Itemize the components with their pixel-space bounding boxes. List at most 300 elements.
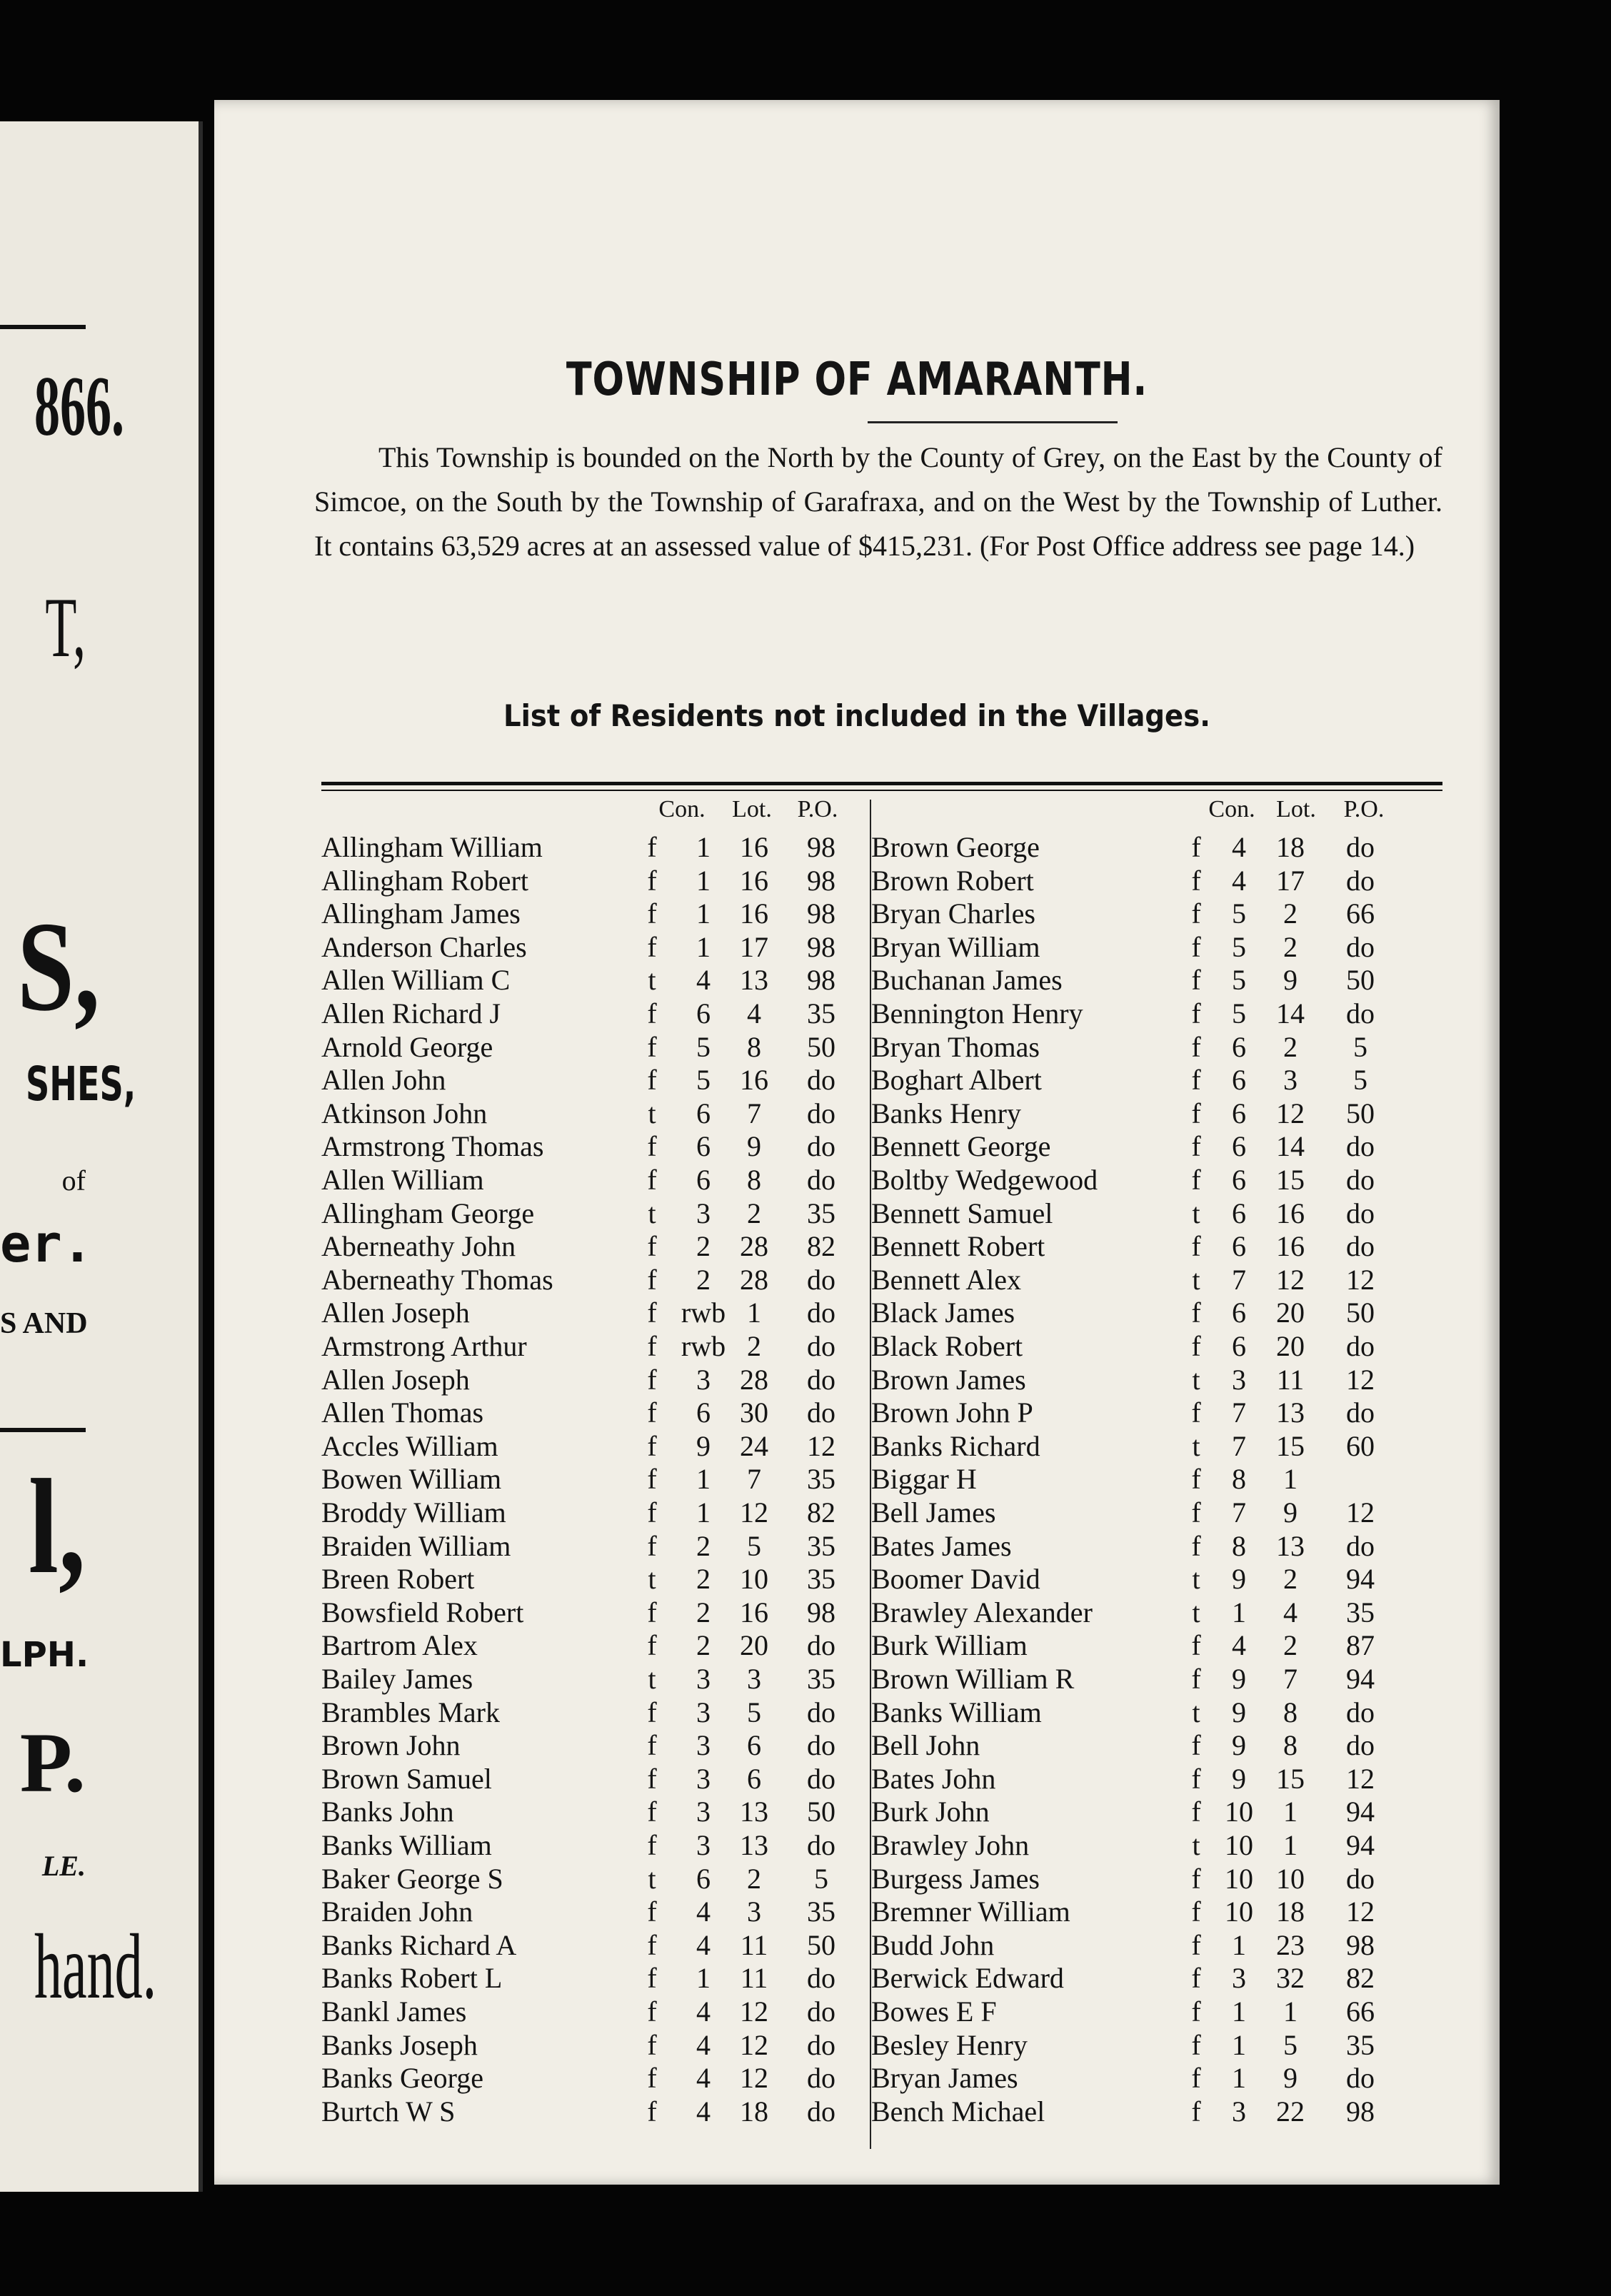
resident-name: Allen William — [321, 1164, 484, 1196]
post-office: 5 — [814, 1862, 828, 1895]
lot: 1 — [1283, 1829, 1298, 1861]
tenure: f — [647, 1928, 657, 1961]
tenure: t — [648, 1563, 656, 1596]
header-con: Con. — [658, 796, 706, 822]
lot: 5 — [747, 1696, 761, 1728]
resident-name: Allen Richard J — [321, 997, 501, 1029]
resident-name: Breen Robert — [321, 1563, 475, 1596]
table-row — [214, 1995, 1500, 2028]
left-fragment-2: S, — [17, 895, 101, 1037]
lot: 2 — [1283, 930, 1298, 963]
tenure: f — [1191, 930, 1201, 963]
lot: 11 — [1276, 1363, 1305, 1396]
post-office: do — [1346, 930, 1375, 963]
concession: 5 — [1232, 997, 1246, 1029]
post-office: do — [807, 1097, 835, 1129]
lot: 1 — [747, 1296, 761, 1329]
resident-name: Allingham James — [321, 897, 521, 930]
lot: 12 — [1276, 1097, 1305, 1129]
resident-name: Allen John — [321, 1064, 446, 1097]
lot: 24 — [740, 1429, 768, 1462]
lot: 4 — [747, 997, 761, 1029]
resident-name: Aberneathy John — [321, 1230, 516, 1263]
post-office: do — [1346, 1396, 1375, 1429]
tenure: t — [1192, 1429, 1200, 1462]
concession: 1 — [1232, 1928, 1246, 1961]
lot: 2 — [1283, 1629, 1298, 1662]
tenure: f — [1191, 2062, 1201, 2095]
lot: 2 — [747, 1197, 761, 1229]
table-row — [214, 1429, 1500, 1463]
post-office: 12 — [1346, 1496, 1375, 1529]
tenure: f — [647, 1164, 657, 1196]
post-office: 60 — [1346, 1429, 1375, 1462]
concession: 9 — [1232, 1696, 1246, 1728]
concession: 4 — [696, 1928, 711, 1961]
tenure: t — [648, 1197, 656, 1229]
lot: 5 — [1283, 2028, 1298, 2061]
resident-name: Bates James — [871, 1529, 1012, 1562]
concession: 9 — [1232, 1663, 1246, 1695]
table-row — [214, 1163, 1500, 1197]
post-office: 94 — [1346, 1796, 1375, 1828]
resident-name: Armstrong Arthur — [321, 1330, 527, 1362]
tenure: f — [1191, 1629, 1201, 1662]
concession: 2 — [696, 1230, 711, 1263]
table-row — [214, 930, 1500, 964]
resident-name: Bell John — [871, 1729, 980, 1762]
adjacent-page-fragment — [0, 121, 203, 2192]
table-row — [214, 1961, 1500, 1995]
concession: 5 — [696, 1030, 711, 1063]
resident-name: Burk John — [871, 1796, 990, 1828]
tenure: f — [1191, 897, 1201, 930]
table-row — [214, 1862, 1500, 1895]
resident-name: Banks Richard — [871, 1429, 1040, 1462]
post-office: do — [1346, 1862, 1375, 1895]
table-row — [214, 2028, 1500, 2062]
table-row — [214, 1263, 1500, 1296]
post-office: do — [1346, 1230, 1375, 1263]
concession: 6 — [696, 1396, 711, 1429]
concession: 1 — [1232, 1995, 1246, 2028]
tenure: f — [647, 1296, 657, 1329]
tenure: f — [647, 864, 657, 897]
table-row — [214, 1097, 1500, 1130]
concession: 9 — [1232, 1762, 1246, 1795]
concession: 2 — [696, 1596, 711, 1628]
concession: 2 — [696, 1629, 711, 1662]
concession: rwb — [681, 1296, 726, 1329]
concession: 6 — [1232, 1097, 1246, 1129]
table-row — [214, 1762, 1500, 1796]
tenure: f — [647, 1030, 657, 1063]
post-office: do — [1346, 1729, 1375, 1762]
lot: 9 — [1283, 2062, 1298, 2095]
resident-name: Burtch W S — [321, 2095, 456, 2128]
post-office: do — [807, 1629, 835, 1662]
table-rule-thin — [321, 790, 1442, 791]
post-office: 50 — [1346, 1097, 1375, 1129]
concession: 6 — [1232, 1064, 1246, 1097]
post-office: do — [1346, 2062, 1375, 2095]
lot: 6 — [747, 1762, 761, 1795]
post-office: do — [1346, 1164, 1375, 1196]
tenure: f — [647, 1895, 657, 1928]
header-lot: Lot. — [1276, 796, 1316, 822]
tenure: f — [647, 1696, 657, 1728]
lot: 14 — [1276, 997, 1305, 1029]
concession: 3 — [696, 1762, 711, 1795]
tenure: f — [1191, 1330, 1201, 1362]
left-fragment-7: l, — [28, 1452, 86, 1602]
resident-name: Bartrom Alex — [321, 1629, 478, 1662]
left-fragment-6: S AND — [0, 1307, 88, 1340]
concession: 2 — [696, 1563, 711, 1596]
resident-name: Brambles Mark — [321, 1696, 500, 1728]
lot: 8 — [1283, 1729, 1298, 1762]
tenure: f — [647, 1330, 657, 1362]
concession: 1 — [1232, 1596, 1246, 1628]
resident-name: Braiden William — [321, 1529, 511, 1562]
resident-name: Allingham George — [321, 1197, 535, 1229]
lot: 9 — [747, 1130, 761, 1163]
lot: 7 — [747, 1097, 761, 1129]
post-office: do — [807, 1330, 835, 1362]
post-office: 98 — [807, 864, 835, 897]
post-office: 35 — [807, 997, 835, 1029]
resident-name: Boomer David — [871, 1563, 1040, 1596]
tenure: f — [647, 897, 657, 930]
tenure: f — [647, 2028, 657, 2061]
lot: 2 — [1283, 1563, 1298, 1596]
resident-name: Boghart Albert — [871, 1064, 1042, 1097]
resident-name: Broddy William — [321, 1496, 506, 1529]
post-office: 98 — [807, 1596, 835, 1628]
tenure: f — [1191, 831, 1201, 863]
lot: 8 — [747, 1164, 761, 1196]
concession: 1 — [1232, 2062, 1246, 2095]
tenure: f — [647, 1064, 657, 1097]
concession: 7 — [1232, 1263, 1246, 1296]
resident-name: Biggar H — [871, 1463, 977, 1496]
tenure: f — [1191, 1529, 1201, 1562]
lot: 10 — [740, 1563, 768, 1596]
header-con: Con. — [1208, 796, 1255, 822]
resident-name: Brown George — [871, 831, 1040, 863]
concession: 5 — [696, 1064, 711, 1097]
post-office: do — [1346, 997, 1375, 1029]
lot: 15 — [1276, 1164, 1305, 1196]
concession: rwb — [681, 1330, 726, 1362]
lot: 12 — [740, 2062, 768, 2095]
post-office: do — [1346, 1197, 1375, 1229]
concession: 1 — [696, 1463, 711, 1496]
tenure: f — [647, 1995, 657, 2028]
post-office: do — [807, 2028, 835, 2061]
post-office: 98 — [1346, 1928, 1375, 1961]
post-office: 5 — [1353, 1064, 1367, 1097]
lot: 12 — [740, 1496, 768, 1529]
resident-name: Banks George — [321, 2062, 483, 2095]
tenure: f — [1191, 1928, 1201, 1961]
table-row — [214, 864, 1500, 897]
concession: 1 — [696, 831, 711, 863]
left-fragment-0: 866. — [34, 358, 124, 453]
tenure: f — [647, 930, 657, 963]
table-row — [214, 1229, 1500, 1263]
concession: 4 — [696, 2095, 711, 2128]
table-row — [214, 1396, 1500, 1429]
post-office: 98 — [807, 897, 835, 930]
post-office: 35 — [807, 1563, 835, 1596]
lot: 8 — [747, 1030, 761, 1063]
lot: 16 — [740, 897, 768, 930]
tenure: f — [1191, 1895, 1201, 1928]
resident-name: Bankl James — [321, 1995, 467, 2028]
concession: 1 — [696, 1962, 711, 1995]
tenure: f — [647, 1529, 657, 1562]
post-office: do — [807, 1962, 835, 1995]
lot: 18 — [1276, 831, 1305, 863]
table-row — [214, 1462, 1500, 1496]
concession: 6 — [1232, 1296, 1246, 1329]
concession: 3 — [696, 1796, 711, 1828]
concession: 6 — [696, 1164, 711, 1196]
post-office: do — [807, 1164, 835, 1196]
resident-name: Allingham Robert — [321, 864, 528, 897]
post-office: 98 — [1346, 2095, 1375, 2128]
resident-name: Arnold George — [321, 1030, 493, 1063]
resident-name: Boltby Wedgewood — [871, 1164, 1098, 1196]
tenure: t — [648, 964, 656, 997]
post-office: 50 — [1346, 964, 1375, 997]
resident-name: Bailey James — [321, 1663, 473, 1695]
resident-name: Anderson Charles — [321, 930, 527, 963]
table-row — [214, 1063, 1500, 1097]
tenure: f — [1191, 864, 1201, 897]
left-fragment-1: T, — [45, 580, 86, 675]
post-office: 35 — [807, 1529, 835, 1562]
table-row — [214, 1363, 1500, 1396]
lot: 3 — [1283, 1064, 1298, 1097]
resident-name: Bell James — [871, 1496, 996, 1529]
tenure: f — [1191, 2095, 1201, 2128]
tenure: t — [1192, 1596, 1200, 1628]
resident-name: Budd John — [871, 1928, 995, 1961]
tenure: f — [1191, 1296, 1201, 1329]
concession: 6 — [1232, 1130, 1246, 1163]
resident-name: Bennett Samuel — [871, 1197, 1053, 1229]
resident-name: Bates John — [871, 1762, 996, 1795]
tenure: f — [1191, 1164, 1201, 1196]
resident-name: Brawley John — [871, 1829, 1030, 1861]
post-office: 35 — [1346, 2028, 1375, 2061]
resident-name: Atkinson John — [321, 1097, 488, 1129]
left-rule-top — [0, 325, 86, 329]
resident-name: Brawley Alexander — [871, 1596, 1093, 1628]
concession: 6 — [696, 1862, 711, 1895]
resident-name: Bennett George — [871, 1130, 1051, 1163]
table-row — [214, 830, 1500, 864]
lot: 16 — [740, 1064, 768, 1097]
post-office: 12 — [1346, 1762, 1375, 1795]
title-rule — [868, 421, 1118, 423]
lot: 7 — [747, 1463, 761, 1496]
concession: 3 — [696, 1829, 711, 1861]
lot: 15 — [1276, 1429, 1305, 1462]
lot: 13 — [740, 964, 768, 997]
post-office: do — [1346, 864, 1375, 897]
post-office: 35 — [1346, 1596, 1375, 1628]
lot: 18 — [1276, 1895, 1305, 1928]
tenure: f — [1191, 1995, 1201, 2028]
concession: 9 — [1232, 1563, 1246, 1596]
lot: 23 — [1276, 1928, 1305, 1961]
resident-name: Berwick Edward — [871, 1962, 1064, 1995]
tenure: f — [1191, 997, 1201, 1029]
tenure: f — [1191, 1097, 1201, 1129]
resident-name: Bennington Henry — [871, 997, 1083, 1029]
concession: 2 — [696, 1529, 711, 1562]
table-row — [214, 1562, 1500, 1596]
lot: 10 — [1276, 1862, 1305, 1895]
resident-name: Bench Michael — [871, 2095, 1045, 2128]
concession: 9 — [696, 1429, 711, 1462]
resident-name: Allingham William — [321, 831, 543, 863]
tenure: f — [647, 997, 657, 1029]
lot: 30 — [740, 1396, 768, 1429]
tenure: f — [647, 1230, 657, 1263]
lot: 12 — [1276, 1263, 1305, 1296]
post-office: do — [807, 1995, 835, 2028]
lot: 13 — [1276, 1529, 1305, 1562]
post-office: 94 — [1346, 1829, 1375, 1861]
post-office: do — [807, 1130, 835, 1163]
resident-name: Bowes E F — [871, 1995, 997, 2028]
list-subtitle: List of Residents not included in the Villages. — [503, 698, 1210, 733]
table-row — [214, 1628, 1500, 1662]
concession: 4 — [1232, 1629, 1246, 1662]
resident-name: Bennett Robert — [871, 1230, 1045, 1263]
table-row — [214, 1329, 1500, 1363]
header-po: P.O. — [1343, 796, 1385, 822]
lot: 20 — [1276, 1330, 1305, 1362]
table-row — [214, 1197, 1500, 1230]
page-title: TOWNSHIP OF AMARANTH. — [566, 353, 1148, 406]
concession: 3 — [696, 1663, 711, 1695]
table-row — [214, 1129, 1500, 1163]
post-office: do — [1346, 1696, 1375, 1728]
post-office: 82 — [807, 1496, 835, 1529]
resident-name: Banks Henry — [871, 1097, 1021, 1129]
post-office: 98 — [807, 831, 835, 863]
tenure: f — [647, 2095, 657, 2128]
resident-name: Buchanan James — [871, 964, 1063, 997]
table-row — [214, 963, 1500, 997]
lot: 13 — [1276, 1396, 1305, 1429]
lot: 3 — [747, 1663, 761, 1695]
tenure: t — [1192, 1563, 1200, 1596]
lot: 4 — [1283, 1596, 1298, 1628]
resident-name: Brown John P — [871, 1396, 1033, 1429]
post-office: 94 — [1346, 1563, 1375, 1596]
tenure: f — [1191, 1230, 1201, 1263]
table-row — [214, 1795, 1500, 1828]
lot: 13 — [740, 1829, 768, 1861]
lot: 28 — [740, 1363, 768, 1396]
post-office: 35 — [807, 1663, 835, 1695]
table-row — [214, 2095, 1500, 2128]
concession: 8 — [1232, 1463, 1246, 1496]
lot: 11 — [740, 1928, 768, 1961]
tenure: f — [1191, 1496, 1201, 1529]
post-office: 66 — [1346, 1995, 1375, 2028]
resident-name: Burk William — [871, 1629, 1028, 1662]
concession: 3 — [696, 1363, 711, 1396]
lot: 16 — [740, 831, 768, 863]
lot: 6 — [747, 1729, 761, 1762]
post-office: do — [807, 1263, 835, 1296]
post-office: 98 — [807, 964, 835, 997]
resident-name: Banks Joseph — [321, 2028, 478, 2061]
tenure: t — [648, 1097, 656, 1129]
concession: 1 — [696, 930, 711, 963]
resident-name: Bryan James — [871, 2062, 1018, 2095]
post-office: 98 — [807, 930, 835, 963]
lot: 16 — [1276, 1197, 1305, 1229]
tenure: f — [647, 1729, 657, 1762]
table-row — [214, 997, 1500, 1030]
tenure: f — [1191, 2028, 1201, 2061]
post-office: 5 — [1353, 1030, 1367, 1063]
lot: 5 — [747, 1529, 761, 1562]
concession: 5 — [1232, 930, 1246, 963]
tenure: f — [647, 831, 657, 863]
tenure: t — [648, 1862, 656, 1895]
lot: 1 — [1283, 1796, 1298, 1828]
post-office: 50 — [807, 1030, 835, 1063]
concession: 4 — [1232, 864, 1246, 897]
concession: 4 — [1232, 831, 1246, 863]
resident-name: Bryan Charles — [871, 897, 1035, 930]
tenure: f — [647, 2062, 657, 2095]
lot: 16 — [1276, 1230, 1305, 1263]
resident-name: Brown William R — [871, 1663, 1075, 1695]
lot: 16 — [740, 864, 768, 897]
left-fragment-5: er. — [0, 1214, 94, 1274]
post-office: do — [807, 1829, 835, 1861]
tenure: f — [1191, 1130, 1201, 1163]
post-office: do — [807, 1064, 835, 1097]
tenure: f — [1191, 1962, 1201, 1995]
table-row — [214, 1696, 1500, 1729]
concession: 3 — [696, 1197, 711, 1229]
post-office: do — [1346, 1130, 1375, 1163]
tenure: t — [1192, 1696, 1200, 1728]
post-office: 66 — [1346, 897, 1375, 930]
tenure: f — [1191, 1729, 1201, 1762]
resident-name: Black James — [871, 1296, 1015, 1329]
tenure: f — [1191, 1862, 1201, 1895]
tenure: t — [1192, 1829, 1200, 1861]
lot: 9 — [1283, 964, 1298, 997]
concession: 6 — [696, 997, 711, 1029]
resident-name: Banks Robert L — [321, 1962, 503, 1995]
resident-name: Allen Thomas — [321, 1396, 484, 1429]
table-row — [214, 1895, 1500, 1928]
post-office: 35 — [807, 1895, 835, 1928]
